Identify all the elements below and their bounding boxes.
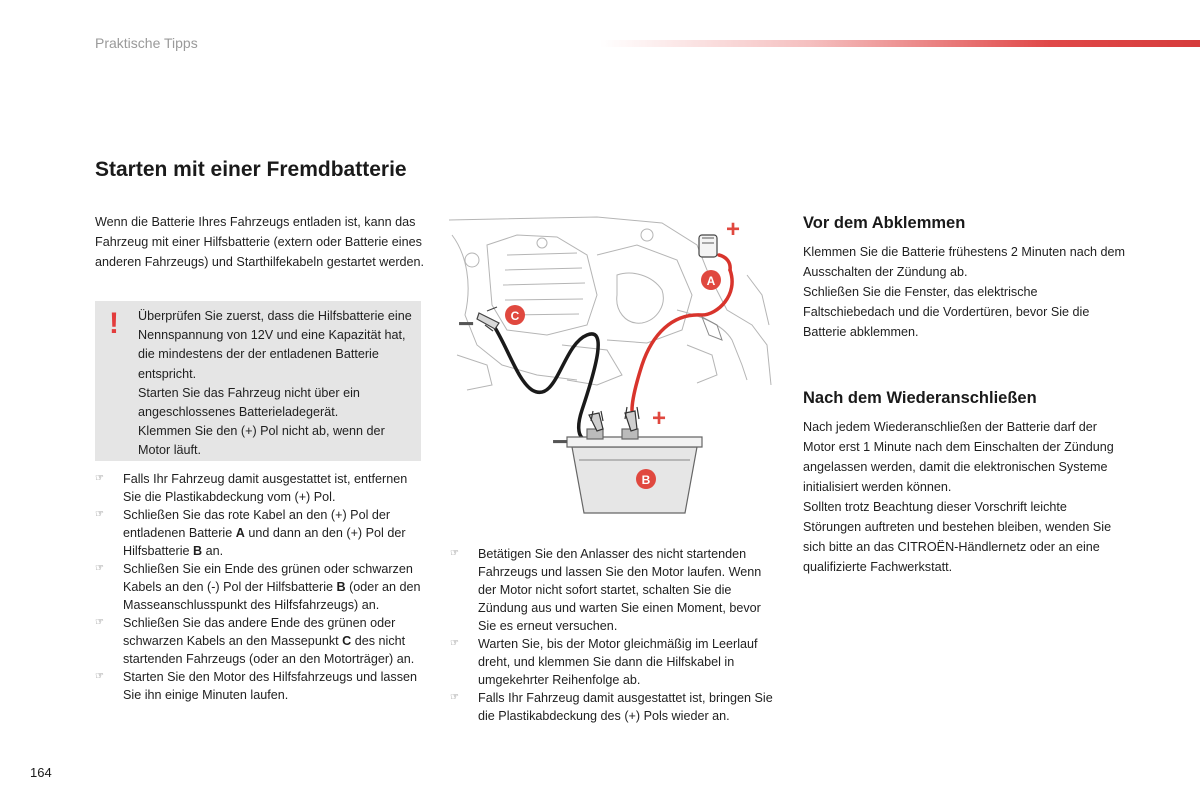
paragraph-line: Schließen Sie die Fenster, das elektrische Faltschiebedach und die Vordertüren, bevor Sie die Batterie abklemmen. (803, 285, 1090, 339)
step-text: Schließen Sie das andere Ende des grünen oder schwarzen Kabels an den Massepunkt (123, 616, 396, 648)
booster-battery-b (567, 429, 702, 513)
list-item (95, 470, 425, 506)
warning-line: Überprüfen Sie zuerst, dass die Hilfsbatterie eine Nennspannung von 12V und eine Kapazität hat, die mindestens der der entladenen Batterie entspricht. (138, 309, 412, 381)
list-item (450, 545, 780, 635)
section-header: Praktische Tipps (95, 35, 198, 51)
steps-list-left (95, 470, 425, 704)
clamp-a (699, 235, 717, 257)
step-text: des nicht startenden Fahrzeugs (oder an den Motorträger) an. (123, 634, 415, 666)
badge-a (701, 270, 721, 290)
step-text: (oder an den Masseanschlusspunkt des Hilfsfahrzeugs) an. (123, 580, 421, 612)
step-text: Schließen Sie ein Ende des grünen oder schwarzen Kabels an den (-) Pol der Hilfsbatterie (123, 562, 413, 594)
hand-pointer-icon: ☞ (95, 671, 104, 682)
heading-vor-dem-abklemmen: Vor dem Abklemmen (803, 214, 966, 232)
step-text: Falls Ihr Fahrzeug damit ausgestattet ist, entfernen Sie die Plastikabdeckung vom (+) Pol. (123, 472, 408, 504)
list-item (450, 689, 780, 725)
page-title: Starten mit einer Fremdbatterie (95, 158, 407, 181)
step-text: und dann an den (+) Pol der Hilfsbatterie (123, 526, 406, 558)
paragraph-line: Sollten trotz Beachtung dieser Vorschrift leichte Störungen auftreten und bestehen bleiben, wenden Sie sich bitte an das CITROËN-Händlernetz oder an eine qualifizierte Fachwerkstatt. (803, 500, 1112, 574)
header-accent-bar (600, 40, 1200, 47)
warning-text (138, 307, 413, 461)
red-positive-cable-top (719, 255, 730, 270)
hand-pointer-icon: ☞ (95, 617, 104, 628)
list-item (95, 506, 425, 560)
hand-pointer-icon: ☞ (450, 692, 459, 703)
step-text: Falls Ihr Fahrzeug damit ausgestattet ist, bringen Sie die Plastikabdeckung des (+) Pols wieder an. (478, 691, 773, 723)
warning-box (95, 301, 421, 461)
list-item (95, 560, 425, 614)
paragraph-vor-dem-abklemmen (803, 242, 1128, 342)
clamp-b-negative (589, 411, 603, 431)
badge-a-label: A (706, 274, 716, 288)
step-text: Betätigen Sie den Anlasser des nicht startenden Fahrzeugs und lassen Sie den Motor laufen. Wenn der Motor nicht sofort startet, schalten Sie die Zündung aus und warten Sie einen Moment, bevor Sie es erneut versuchen. (478, 547, 762, 633)
badge-b (636, 469, 656, 489)
minus-symbol-b: − (552, 426, 569, 457)
list-item (95, 614, 425, 668)
battery-b-ref: B (193, 544, 203, 558)
minus-symbol-c: − (458, 308, 475, 339)
hand-pointer-icon: ☞ (95, 473, 104, 484)
plus-symbol-a: + (726, 216, 741, 243)
list-item (450, 635, 780, 689)
hand-pointer-icon: ☞ (450, 548, 459, 559)
badge-c (505, 305, 525, 325)
badge-c-label: C (510, 309, 520, 323)
warning-icon: ! (109, 307, 119, 340)
page-number: 164 (30, 765, 52, 780)
heading-nach-dem-wiederanschliessen: Nach dem Wiederanschließen (803, 389, 1037, 407)
step-text: Warten Sie, bis der Motor gleichmäßig im Leerlauf dreht, und klemmen Sie dann die Hilfskabel in umgekehrter Reihenfolge ab. (478, 637, 758, 687)
steps-list-middle (450, 545, 780, 725)
plus-symbol-b: + (652, 405, 667, 432)
ground-point-c-ref: C (342, 634, 352, 648)
step-text: Starten Sie den Motor des Hilfsfahrzeugs und lassen Sie ihn einige Minuten laufen. (123, 670, 418, 702)
hand-pointer-icon: ☞ (450, 638, 459, 649)
paragraph-nach-dem-wiederanschliessen (803, 417, 1128, 577)
jump-start-diagram (447, 215, 774, 535)
hand-pointer-icon: ☞ (95, 509, 104, 520)
paragraph-line: Klemmen Sie die Batterie frühestens 2 Minuten nach dem Ausschalten der Zündung ab. (803, 245, 1126, 279)
paragraph-line: Nach jedem Wiederanschließen der Batterie darf der Motor erst 1 Minute nach dem Einschalten der Zündung angelassen werden, damit die elektronischen Systeme initialisiert werden können. (803, 420, 1114, 494)
intro-paragraph: Wenn die Batterie Ihres Fahrzeugs entladen ist, kann das Fahrzeug mit einer Hilfsbatterie (extern oder Batterie eines anderen Fahrzeugs) und Starthilfekabeln gestartet werden. (95, 215, 425, 269)
step-text: Schließen Sie das rote Kabel an den (+) Pol der entladenen Batterie (123, 508, 391, 540)
badge-b-label: B (641, 473, 651, 487)
warning-line: Klemmen Sie den (+) Pol nicht ab, wenn der Motor läuft. (138, 424, 385, 458)
battery-b-ref: B (336, 580, 346, 594)
black-ground-cable (492, 323, 598, 439)
battery-a-ref: A (235, 526, 245, 540)
warning-line: Starten Sie das Fahrzeug nicht über ein angeschlossenes Batterieladegerät. (138, 385, 360, 420)
step-text: an. (202, 544, 224, 558)
hand-pointer-icon: ☞ (95, 563, 104, 574)
list-item (95, 668, 425, 704)
